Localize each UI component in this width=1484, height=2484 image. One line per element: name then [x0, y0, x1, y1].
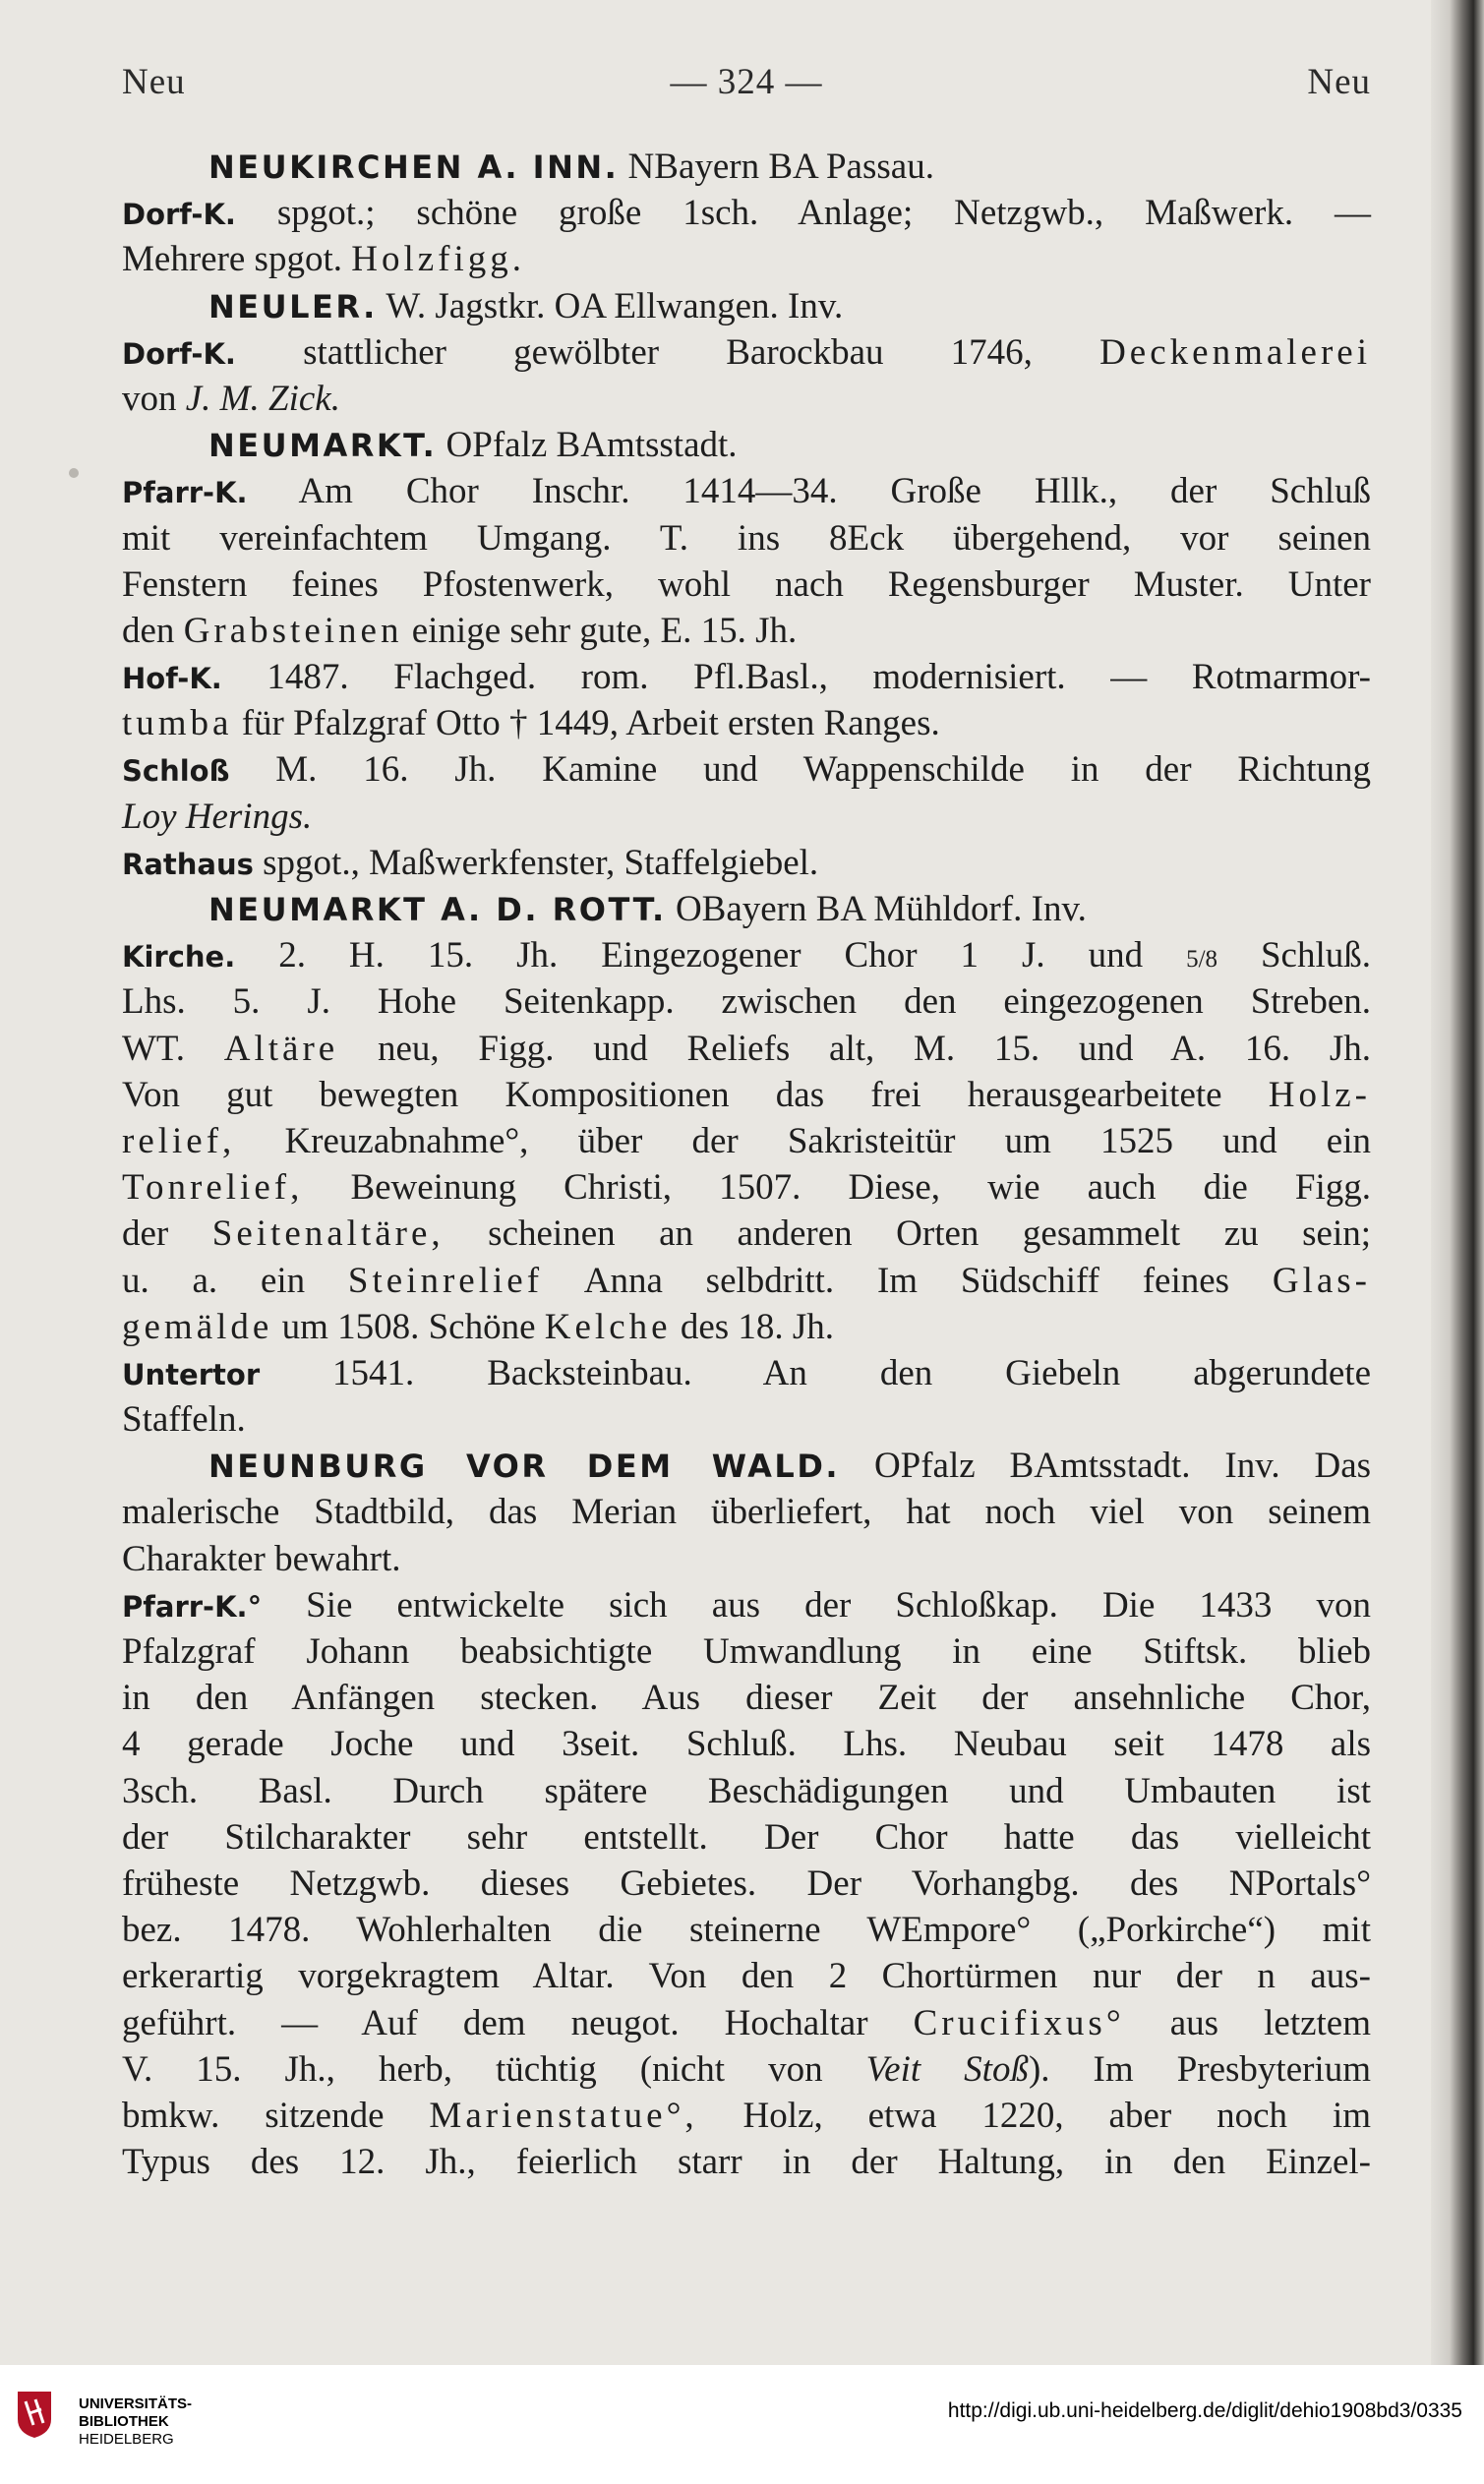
- running-head-right: Neu: [1307, 62, 1371, 102]
- university-logo-icon: [14, 2390, 55, 2439]
- entry-line: [122, 422, 1371, 468]
- line-text: Mehrere spgot.: [122, 239, 342, 280]
- entry-line: [122, 932, 1371, 978]
- spaced-text: Grabsteinen: [183, 610, 403, 651]
- entry-line: [122, 2139, 1371, 2185]
- line-text: 1487. Flachged. rom. Pfl.Basl., modernisiert. — Rotmarmor-: [267, 657, 1372, 698]
- entry-line: [122, 1721, 1371, 1767]
- spaced-text: Tonrelief,: [122, 1167, 304, 1209]
- paper-speck: [69, 468, 79, 478]
- line-text: erkerartig vorgekragtem Altar. Von den 2 Chortürmen nur der n aus-: [122, 1956, 1371, 1997]
- line-text: mit vereinfachtem Umgang. T. ins 8Eck übergehend, vor seinen: [122, 517, 1371, 559]
- spaced-text: Crucifixus°: [913, 2002, 1125, 2043]
- entry-line: [122, 468, 1371, 514]
- line-text: Lhs. 5. J. Hohe Seitenkapp. zwischen den eingezogenen Streben.: [122, 981, 1371, 1023]
- entry-line: [122, 1536, 1371, 1582]
- line-text: stattlicher gewölbter Barockbau 1746,: [303, 331, 1033, 373]
- entry-line: [122, 700, 1371, 746]
- entry-line: [122, 1164, 1371, 1211]
- keyword: Untertor: [122, 1357, 261, 1391]
- entry-line: [122, 1582, 1371, 1628]
- entry-line: [122, 1628, 1371, 1675]
- line-text: Fenstern feines Pfostenwerk, wohl nach Regensburger Muster. Unter: [122, 563, 1371, 605]
- entry-line: [122, 283, 1371, 329]
- place-name: NEUKIRCHEN A. INN.: [208, 148, 620, 186]
- place-name: NEULER.: [208, 287, 378, 325]
- entry-line: [122, 654, 1371, 700]
- entry-line: [122, 2046, 1371, 2093]
- line-text: M. 16. Jh. Kamine und Wappenschilde in der Richtung: [275, 749, 1372, 791]
- line-text: V. 15. Jh., herb, tüchtig (nicht von: [122, 2048, 823, 2090]
- line-text: malerische Stadtbild, das Merian überliefert, hat noch viel von seinem: [122, 1492, 1371, 1533]
- entry-line: [122, 1211, 1371, 1257]
- line-text: scheinen an anderen Orten gesammelt zu sein;: [488, 1213, 1372, 1255]
- line-text: spgot., Maßwerkfenster, Staffelgiebel.: [263, 842, 819, 883]
- line-text: früheste Netzgwb. dieses Gebietes. Der Vorhangbg. des NPortals°: [122, 1863, 1371, 1904]
- line-text: einige sehr gute, E. 15. Jh.: [411, 610, 798, 651]
- spaced-text: Deckenmalerei: [1099, 331, 1371, 373]
- line-text: Holz, etwa 1220, aber noch im: [742, 2095, 1372, 2136]
- page-number: — 324 —: [670, 62, 823, 102]
- spaced-text: Seitenaltäre,: [211, 1213, 445, 1255]
- library-name-line-1: UNIVERSITÄTS-: [79, 2395, 193, 2412]
- line-text: Pfalzgraf Johann beabsichtigte Umwandlung in eine Stiftsk. blieb: [122, 1631, 1371, 1672]
- spaced-text: Altäre: [223, 1028, 339, 1069]
- place-name: NEUMARKT.: [208, 427, 438, 465]
- source-url-link[interactable]: http://digi.ub.uni-heidelberg.de/diglit/dehio1908bd3/0335: [947, 2399, 1462, 2422]
- line-text: 2. H. 15. Jh. Eingezogener Chor 1 J. und: [278, 935, 1144, 976]
- line-text: geführt. — Auf dem neugot. Hochaltar: [122, 2002, 868, 2043]
- library-name: [79, 2395, 192, 2449]
- artist-name: J. M. Zick.: [185, 378, 340, 419]
- line-text: 3sch. Basl. Durch spätere Beschädigungen und Umbauten ist: [122, 1770, 1371, 1811]
- entry-line: [122, 1258, 1371, 1304]
- keyword: Hof-K.: [122, 662, 222, 696]
- entry-line: [122, 794, 1371, 840]
- library-name-line-2: BIBLIOTHEK: [79, 2413, 169, 2430]
- line-text: Kreuzabnahme°, über der Sakristeitür um 1525 und ein: [284, 1120, 1371, 1161]
- library-name-line-3: HEIDELBERG: [79, 2431, 174, 2448]
- artist-name: Veit Stoß: [865, 2048, 1029, 2090]
- entry-line: [122, 886, 1371, 932]
- entry-line: [122, 978, 1371, 1025]
- place-name: NEUNBURG VOR DEM WALD.: [208, 1448, 841, 1486]
- line-text: 4 gerade Joche und 3seit. Schluß. Lhs. Neubau seit 1478 als: [122, 1724, 1371, 1765]
- spaced-text: Holzfigg.: [351, 239, 526, 280]
- entry-line: [122, 1814, 1371, 1861]
- spaced-text: Steinrelief: [347, 1260, 544, 1301]
- entry-line: [122, 1907, 1371, 1953]
- line-text: spgot.; schöne große 1sch. Anlage; Netzgwb., Maßwerk. —: [276, 193, 1371, 234]
- line-text: neu, Figg. und Reliefs alt, M. 15. und A. 16. Jh.: [377, 1028, 1371, 1069]
- line-text: bez. 1478. Wohlerhalten die steinerne WEmpore° („Porkirche“) mit: [122, 1910, 1371, 1951]
- spaced-text: Kelche: [544, 1306, 672, 1347]
- line-text: Am Chor Inschr. 1414—34. Große Hllk., der Schluß: [298, 471, 1371, 512]
- entry-line: [122, 1396, 1371, 1443]
- entry-line: [122, 1768, 1371, 1814]
- line-text: den: [122, 610, 175, 651]
- entry-line: [122, 190, 1371, 236]
- entry-line: [122, 2000, 1371, 2046]
- artist-name: Loy Herings.: [122, 796, 313, 837]
- entry-line: [122, 515, 1371, 562]
- line-text: ). Im Presbyterium: [1028, 2048, 1371, 2090]
- entry-line: [122, 2093, 1371, 2139]
- place-name: NEUMARKT A. D. ROTT.: [208, 891, 667, 928]
- entry-line: [122, 746, 1371, 793]
- running-head-left: Neu: [122, 62, 186, 102]
- footer-bar: [0, 2365, 1484, 2484]
- keyword: Schloß: [122, 754, 230, 789]
- line-text: von: [122, 378, 177, 419]
- entry-line: [122, 376, 1371, 422]
- line-text: Staffeln.: [122, 1399, 246, 1441]
- line-text: NBayern BA Passau.: [627, 147, 934, 187]
- line-text: Anna selbdritt. Im Südschiff feines: [583, 1260, 1230, 1301]
- entry-line: [122, 329, 1371, 376]
- entry-line: [122, 236, 1371, 282]
- line-text: Charakter bewahrt.: [122, 1538, 401, 1579]
- entry-line: [122, 1861, 1371, 1907]
- line-text: OPfalz BAmtsstadt. Inv. Das: [873, 1446, 1372, 1487]
- line-text: Von gut bewegten Kompositionen das frei herausgearbeitete: [122, 1074, 1222, 1115]
- entry-line: [122, 1026, 1371, 1072]
- spaced-text: Holz-: [1268, 1074, 1371, 1115]
- entry-line: [122, 1489, 1371, 1535]
- line-text: OBayern BA Mühldorf. Inv.: [675, 889, 1087, 929]
- spaced-text: gemälde: [122, 1306, 273, 1347]
- line-text: OPfalz BAmtsstadt.: [445, 425, 738, 466]
- keyword: Dorf-K.: [122, 198, 236, 232]
- line-text: Typus des 12. Jh., feierlich starr in der Haltung, in den Einzel-: [122, 2142, 1371, 2183]
- line-text: W. Jagstkr. OA Ellwangen. Inv.: [386, 285, 844, 326]
- line-text: der: [122, 1213, 169, 1255]
- line-text: Sie entwickelte sich aus der Schloßkap. Die 1433 von: [306, 1584, 1371, 1626]
- line-text: des 18. Jh.: [680, 1306, 835, 1347]
- keyword: Kirche.: [122, 940, 236, 975]
- entry-line: [122, 562, 1371, 608]
- line-text: der Stilcharakter sehr entstellt. Der Chor hatte das vielleicht: [122, 1816, 1371, 1858]
- spaced-text: Glas-: [1272, 1260, 1371, 1301]
- line-text: Beweinung Christi, 1507. Diese, wie auch die Figg.: [350, 1167, 1371, 1209]
- entry-line: [122, 840, 1371, 886]
- entry-line: [122, 1072, 1371, 1118]
- entry-line: [122, 1350, 1371, 1396]
- line-text: bmkw. sitzende: [122, 2095, 385, 2136]
- entry-line: [122, 1675, 1371, 1721]
- line-text: WT.: [122, 1028, 186, 1069]
- spaced-text: Marienstatue°,: [429, 2095, 698, 2136]
- page-edge-shadow: [1431, 0, 1484, 2365]
- line-text: u. a. ein: [122, 1260, 306, 1301]
- entry-line: [122, 1118, 1371, 1164]
- entry-line: [122, 1304, 1371, 1350]
- keyword: Dorf-K.: [122, 336, 236, 371]
- spaced-text: relief,: [122, 1120, 236, 1161]
- keyword: Pfarr-K.: [122, 476, 248, 510]
- keyword: Rathaus: [122, 847, 254, 881]
- spaced-text: tumba: [122, 703, 233, 744]
- line-text: für Pfalzgraf Otto † 1449, Arbeit ersten Ranges.: [241, 703, 940, 744]
- keyword: Pfarr-K.°: [122, 1589, 263, 1624]
- entry-line: [122, 608, 1371, 654]
- entry-line: [122, 1443, 1371, 1489]
- entry-line: [122, 144, 1371, 190]
- fraction: 5/8: [1186, 946, 1218, 974]
- entry-line: [122, 1953, 1371, 1999]
- line-text: in den Anfängen stecken. Aus dieser Zeit der ansehnliche Chor,: [122, 1678, 1371, 1719]
- line-text: aus letztem: [1169, 2002, 1372, 2043]
- body-text: [122, 144, 1371, 2185]
- line-text: 1541. Backsteinbau. An den Giebeln abgerundete: [332, 1352, 1371, 1393]
- line-text: um 1508. Schöne: [281, 1306, 536, 1347]
- line-text: Schluß.: [1260, 935, 1372, 976]
